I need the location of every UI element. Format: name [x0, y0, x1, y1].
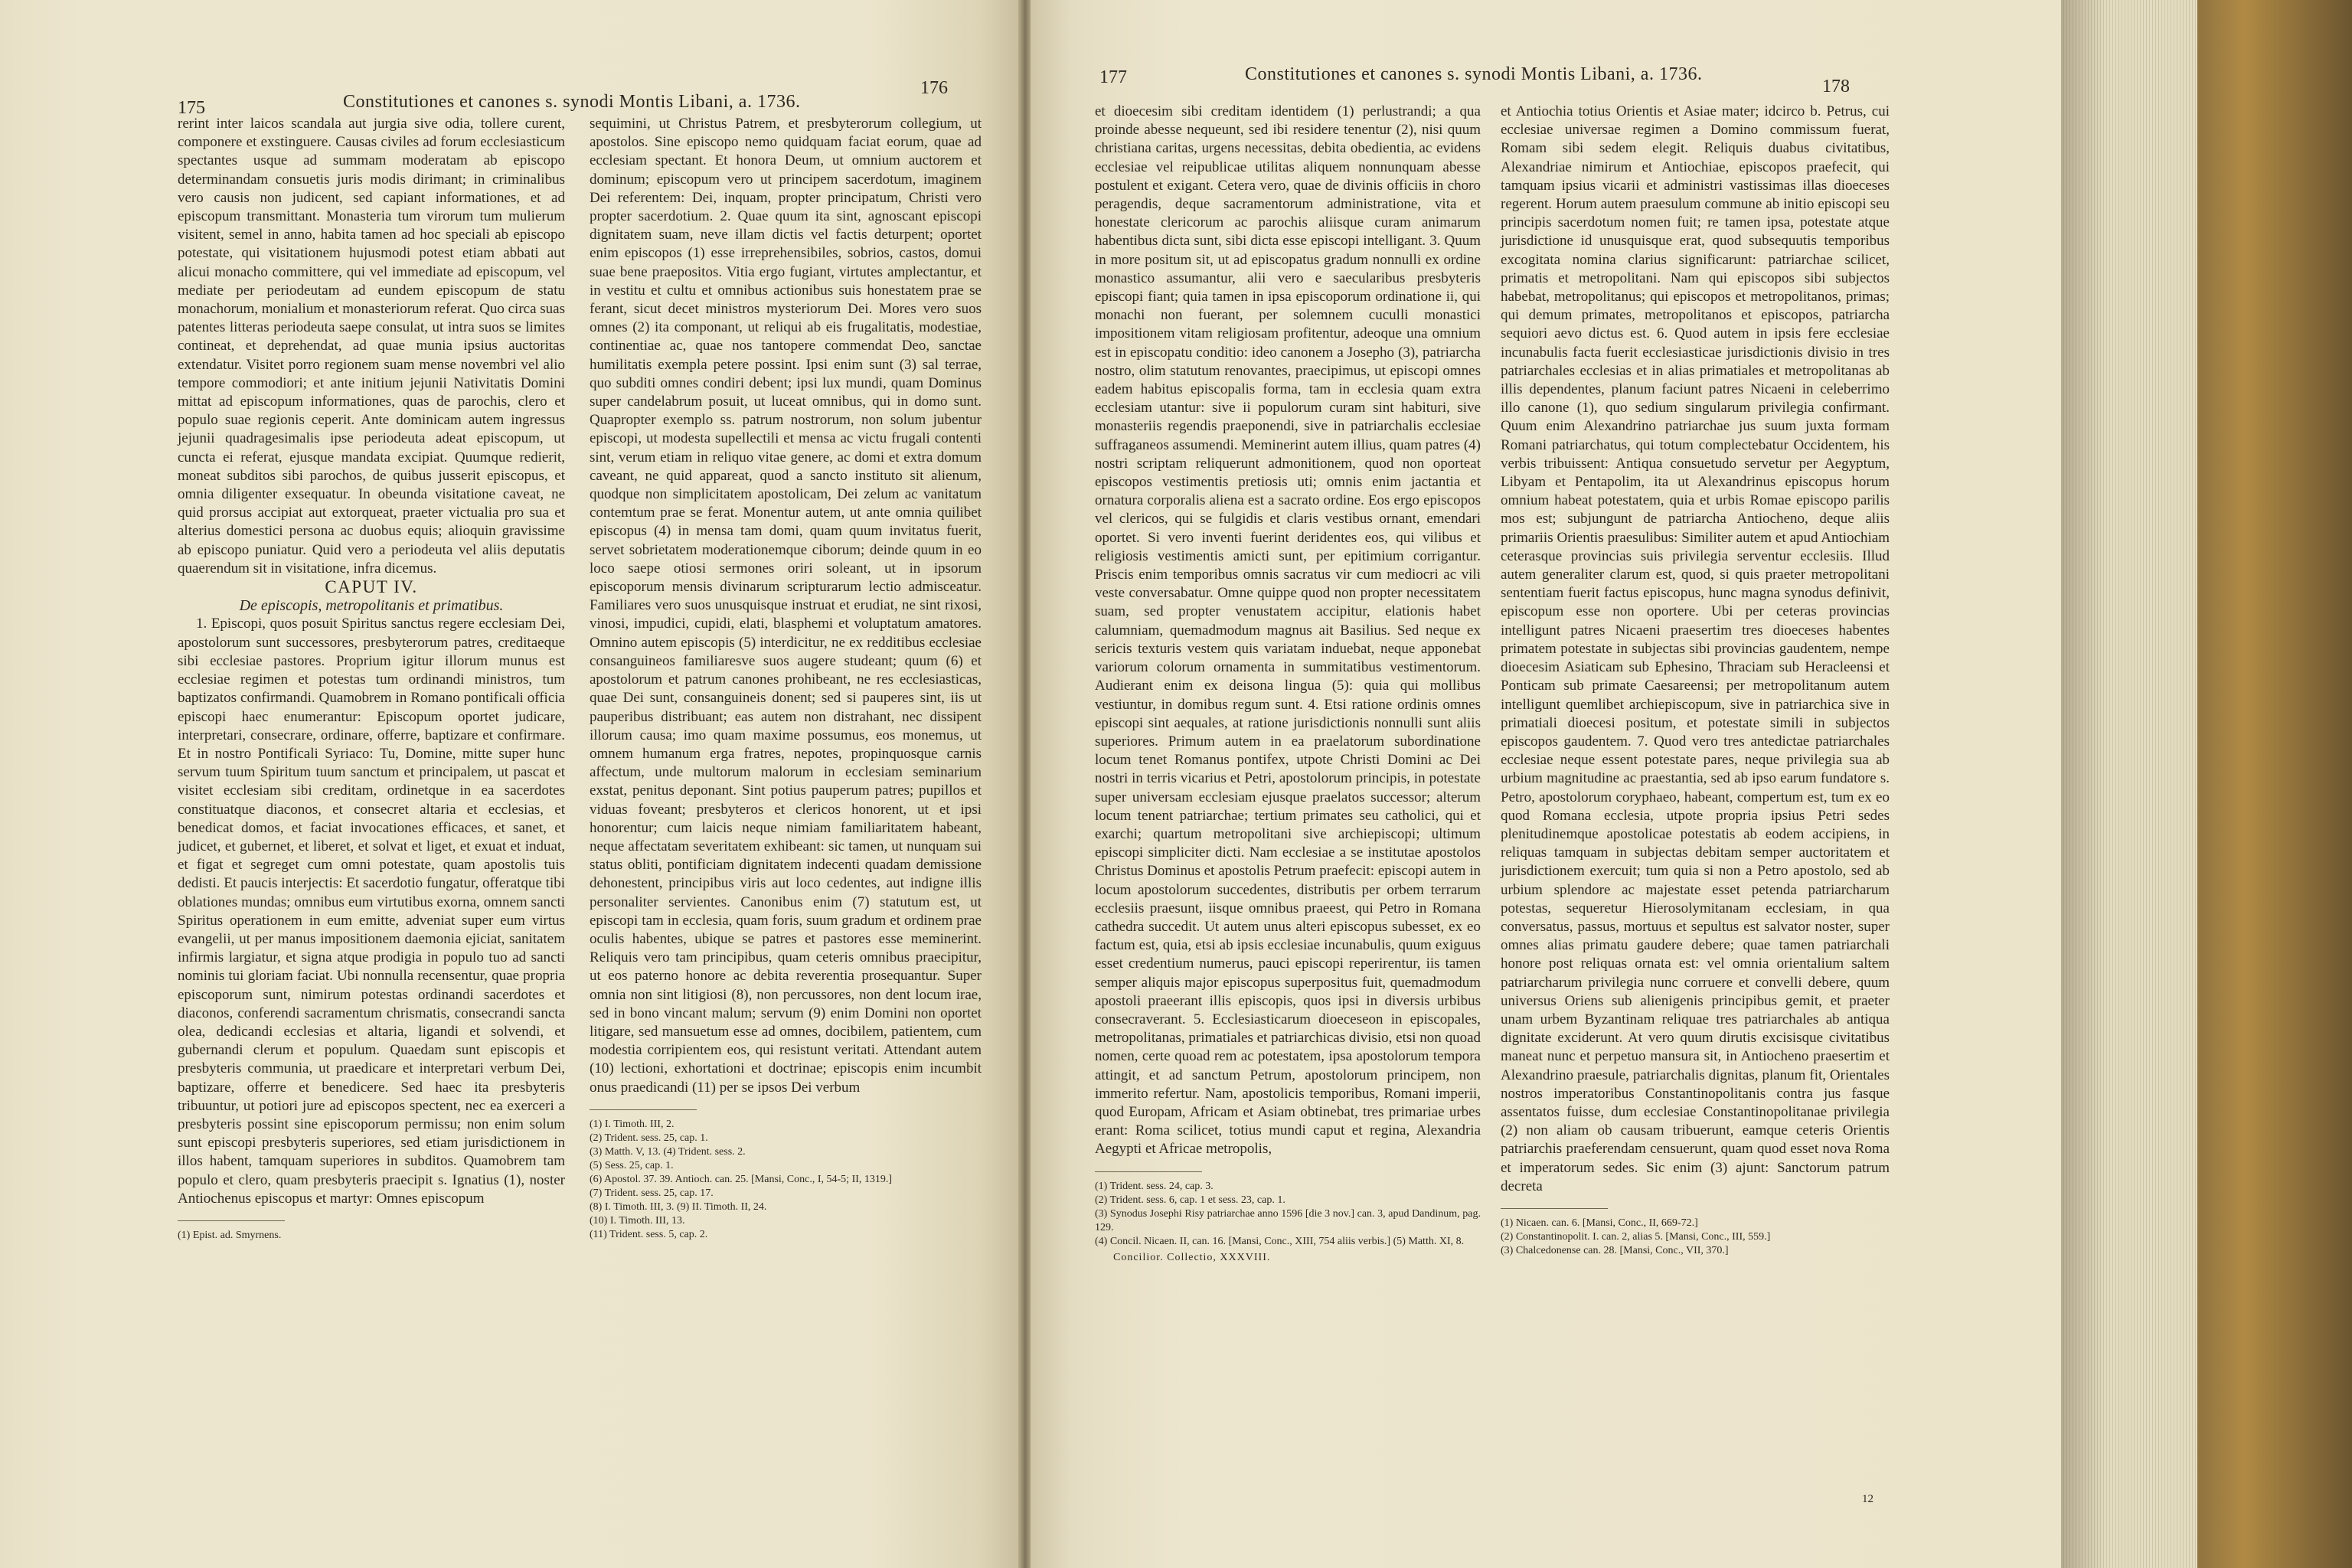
- footnote-rule: [1095, 1171, 1202, 1172]
- footnote: (6) Apostol. 37. 39. Antioch. can. 25. [Mansi, Conc., I, 54-5; II, 1319.]: [590, 1173, 893, 1185]
- column-2: [590, 115, 982, 1242]
- footnote: (3) Synodus Josephi Risy patriarchae anno 1596 [die 3 nov.] can. 3, apud Dandinum, pag. 129.: [1095, 1207, 1481, 1233]
- footnote: (2) Trident. sess. 25, cap. 1.: [590, 1132, 708, 1144]
- footnote: (1) Trident. sess. 24, cap. 3.: [1095, 1180, 1214, 1192]
- footnote-rule: [590, 1109, 697, 1110]
- col1-top-paragraph: rerint inter laicos scandala aut jurgia sive odia, tollere curent, componere et exstinguere. Causas civiles ad forum ecclesiasticum spectantes usque ad summam moderatam ab episcopo determinandam consuetis juris modis dirimant; in criminalibus vero causis non judicent, sed capiant informationes, et ad episcopum transmittant. Monasteria tum virorum tum mulierum visitent, semel in anno, habita tamen ad hoc speciali ab episcopo potestate, qui visitationem hujusmodi potest etiam abbati aut alicui monacho committere, qui vel immediate ad episcopum, vel mediate per periodeutam ad eundem episcopum de statu monachorum, monialium et monasteriorum referat. Quo circa suas patentes litteras periodeuta saepe consulat, ut intra suos se limites contineat, et deprehendat, ad quae munia ipsius auctoritas extendatur. Visitet porro regionem suam mense novembri vel alio tempore commodiori; et ante initium jejunii Nativitatis Domini mittat ad episcopum informationes, quas de parochis, clero et populo suae regionis ceperit. Ante dominicam autem ingressus jejunii quadragesimalis ipse periodeuta adeat episcopum, ut cuncta ei referat, ejusque mandata excipiat. Quumque redierit, moneat subditos sibi parochos, de quibus jusserit episcopus, et omnia diligenter exsequatur. In obeunda visitatione caveat, ne quid prorsus accipiat aut extorqueat, praeter victualia pro sua et alterius domestici persona ac duobus equis; alioquin gravissime ab episcopo puniatur. Quid vero a periodeuta vel aliis deputatis quaerendum sit in visitatione, infra dicemus.: [178, 116, 565, 577]
- col2-paragraph: sequimini, ut Christus Patrem, et presbyterorum collegium, ut apostolos. Sine episcopo nemo quidquam faciat eorum, quae ad ecclesiam spectant. Et honora Deum, ut omnium auctorem et dominum; episcopum vero ut principem sacerdotum, imaginem Dei referentem: Dei, inquam, propter principatum, Christi vero propter sacerdotium. 2. Quae quum ita sint, agnoscant episcopi dignitatem suam, neve illam dictis vel factis deturpent; oportet enim episcopos (1) esse irreprehensibiles, sobrios, castos, domui suae bene praepositos. Vitia ergo fugiant, virtutes amplectantur, et in vestitu et cultu et omnibus actionibus suis honestatem prae se ferant, sicut decet ministros mysteriorum Dei. Mores vero suos omnes (2) ita componant, ut reliqui ab eis frugalitatis, modestiae, continentiae ac, quae nos tantopere commendat Deo, sanctae humilitatis exempla petere possint. Ipsi enim sunt (3) sal terrae, quo subditi omnes condiri debent; ipsi lux mundi, quam Dominus super candelabrum posuit, ut luceat omnibus, qui in domo sunt. Quapropter exemplo ss. patrum nostrorum, non solum jubentur episcopi, ut modesta supellectili et mensa ac victu frugali contenti sint, verum etiam in reliquo vitae genere, ac domi et extra domum caveant, ne quid appareat, quod a sancto instituto sit alienum, quodque non simplicitatem apostolicam, Dei zelum ac vanitatum contemtum prae se ferat. Monentur autem, ut ante omnia quilibet episcopus (4) in mensa tam domi, quam quum invitatus fuerit, servet sobrietatem moderationemque ciborum; deinde quum in eo loco saepe otiosi sermones oriri soleant, ut in ipsorum episcoporum mensis divinarum scripturarum lectio admisceatur. Familiares vero suos unusquisque instruat et erudiat, ne sint rixosi, vinosi, impudici, cupidi, elati, blasphemi et voluptatum amatores. Omnino autem episcopis (5) interdicitur, ne ex redditibus ecclesiae consanguineos familiaresve suos augere studeant; quum (6) et apostolorum et patrum canones prohibeant, ne res ecclesiasticas, quae Dei sunt, consanguineis donent; sed si pauperes sint, iis ut pauperibus distribuant; eas autem non distrahant, nec dissipent illorum causa; imo quam maxime possumus, eos monemus, ut omnem humanum erga fratres, nepotes, propinquosque carnis affectum, unde multorum malorum in ecclesiam seminarium exstat, penitus deponant. Sint potius pauperum patres; pupillos et viduas foveant; presbyteros et clericos honorent, ut et ipsi honorentur; cum laicis neque nimiam familiaritatem habeant, neque affectatam severitatem exhibeant: sic tamen, ut nunquam sui status obliti, pontificiam dignitatem indecenti quadam demissione dehonestent, principibus viris aut loco cedentes, aut indigne illis personaliter servientes. Canonibus enim (7) statutum est, ut episcopi tam in ecclesia, quam foris, suum gradum et ordinem prae oculis habentes, ubique se patres et pastores esse meminerint. Reliquis vero tam principibus, quam ceteris omnibus praecipitur, ut eos paterno honore ac debita reverentia prosequantur. Super omnia non sint litigiosi (8), non percussores, non dent locum irae, sed in bono vincant malum; servum (9) enim Domini non oportet litigare, sed mansuetum esse ad omnes, docibilem, patientem, cum modestia corripientem eos, qui resistunt veritati. Attendant autem (10) lectioni, exhortationi et doctrinae; episcopis enim incumbit onus praedicandi (11) per se ipsos Dei verbum: [590, 116, 982, 1096]
- page-number-176: 176: [920, 78, 948, 98]
- column-3: [1095, 103, 1481, 1267]
- col4-paragraph: et Antiochia totius Orientis et Asiae mater; idcirco b. Petrus, cui ecclesiae universae regimen a Domino commissum fuerat, Romam sibi sedem elegit. Reliquis duabus civitatibus, Alexandriae nimirum et Antiochiae, episcopos praefecit, qui tamquam ipsius vicarii et administri vastissimas illas dioeceses regerent. Horum autem praesulum commune ab initio episcopi seu principis sacerdotum nomen fuit; re tamen ipsa, potestate atque jurisdictione id unusquisque erat, quod subsequutis temporibus excogitata nomina clarius significarunt: patriarchae scilicet, primatis et metropolitani. Nam qui episcopos sibi subjectos habebat, metropolitanus; qui episcopos et metropolitanos, primas; qui demum primates, metropolitanos et episcopos, patriarcha sequiori aevo dictus est. 6. Quod autem in ipsis fere ecclesiae incunabulis facta fuerit ecclesiasticae jurisdictionis divisio in tres patriarchales ecclesias et in alias primatiales et metropolitanas ab illis dependentes, planum faciunt patres Nicaeni in celeberrimo illo canone (1), quo sedium singularum privilegia confirmant. Quum enim Alexandrino patriarchae jus suum juxta formam Romani patriarchatus, qui totum complectebatur Occidentem, his verbis tribuissent: Antiqua consuetudo servetur per Aegyptum, Libyam et Pentapolim, ita ut Alexandrinus episcopus horum omnium habeat potestatem, quia et urbis Romae episcopo parilis mos est; subjungunt de patriarcha Antiocheno, deque aliis primariis Orientis praesulibus: Similiter autem et apud Antiochiam ceterasque provincias suis privilegia serventur ecclesiis. Illud autem generaliter clarum est, quod, si quis praeter metropolitani sententiam fuerit factus episcopus, hunc magna synodus definivit, episcopum esse non oportere. Ubi per ceteras provincias intelligunt patres Nicaeni praesertim tres dioeceses habentes primatem potestate in subjectas sibi provincias gaudentem, nempe dioecesim Asiaticam sub Ephesino, Thraciam sub Heracleensi et Ponticam sub primate Caesareensi; per metropolitanum autem intelligunt quemlibet archiepiscopum, sive in patriarchica sive in primatiali dioecesi positum, et potestate simili in subjectos episcopos gaudentem. 7. Quod vero tres antedictae patriarchales ecclesiae neque essent potestate pares, neque privilegia sua ab urbium magnitudine ac praestantia, sed ab ipso earum fundatore s. Petro, apostolorum coryphaeo, habeant, compertum est, tum ex eo quod Romana ecclesia, utpote propria ipsius Petri sedes plenitudinemque apostolicae potestatis ab eodem accipiens, in reliquas tamquam in subjectas debitam semper auctoritatem et jurisdictionem exercuit; tum quia si non a Petro apostolo, sed ab urbium splendore ac majestate esset petenda patriarcharum potestas, sequeretur Hierosolymitanam ecclesiam, in qua conversatus, passus, mortuus et sepultus est salvator noster, super omnes alias primatu gaudere debere; quae tamen patriarchali honore post reliquas ornata est: vel omnia orientalium saltem patriarcharum privilegia nunc corruere et convelli debere, quum universus Oriens sub alienigenis principibus gemit, et praeter unam urbem Byzantinam reliquae tres patriarchales ab antiqua dignitate exciderunt. At vero quum dirutis excisisque civitatibus maneat nunc et perpetuo mansura sit, in Antiocheno praesertim et Alexandrino praesule, patriarchalis dignitas, planum fit, Orientales nostros imperatoribus Constantinopolitanis contra jus fasque assentatos fuisse, dum ecclesiae Constantinopolitanae privilegia (2) non aliam ob causam tribuerunt, eamque ceteris Orientis patriarchis praeferendam censuerunt, quam quod esset nova Roma et imperatorum sedes. Sic enim (3) ajunt: Sanctorum patrum decreta: [1501, 103, 1890, 1194]
- column-4: [1501, 103, 1890, 1258]
- running-head-left: Constitutiones et canones s. synodi Montis Libani, a. 1736.: [343, 92, 801, 112]
- footnote: (2) Constantinopolit. I. can. 2, alias 5. [Mansi, Conc., III, 559.]: [1501, 1230, 1771, 1243]
- footnote-rule: [178, 1220, 285, 1221]
- footnote: (7) Trident. sess. 25, cap. 17.: [590, 1187, 714, 1199]
- signature-number: 12: [1862, 1493, 1873, 1505]
- footnote: (1) Epist. ad. Smyrnens.: [178, 1229, 282, 1241]
- footnote: (3) Chalcedonense can. 28. [Mansi, Conc., VII, 370.]: [1501, 1244, 1729, 1256]
- page-number-175: 175: [178, 98, 205, 118]
- page-number-177: 177: [1099, 67, 1127, 87]
- col1-bottom-paragraph: 1. Episcopi, quos posuit Spiritus sanctus regere ecclesiam Dei, apostolorum sunt successores, presbyterorum patres, creditaeque sibi ecclesiae pastores. Proprium igitur illorum munus est ecclesiae regimen et potestas tum ordinandi ministros, tum baptizatos confirmandi. Quamobrem in Romano pontificali officia episcopi haec enumerantur: Episcopum oportet judicare, interpretari, consecrare, ordinare, offerre, baptizare et confirmare. Et in nostro Pontificali Syriaco: Tu, Domine, mitte super hunc servum tuum Spiritum tuum sanctum et principalem, ut pascat et visitet ecclesiam sibi creditam, ordinetque in ea sacerdotes constituatque diaconos, et consecret altaria et ecclesias, et benedicat domos, et faciat invocationes efficaces, et sanet, et judicet, et gubernet, et liberet, et solvat et liget, et exuat et induat, et figat et segreget cum omni potestate, quam apostolis tuis dedisti. Et paucis interjectis: Et sacerdotio fungatur, offeratque tibi oblationes mundas; omnibus eum virtutibus exorna, omnem sancti Spiritus operationem in eum emitte, adveniat super eum virtus evangelii, ut per manus impositionem daemonia ejiciat, sanitatem infirmis largiatur, et signa atque prodigia in populo tuo ad sancti nominis tui gloriam faciat. Ubi nonnulla recensentur, quae propria episcoporum sunt, nimirum potestas ordinandi sacerdotes et diaconos, conferendi sacramentum chrismatis, consecrandi sancta olea, dedicandi ecclesias et altaria, ligandi et solvendi, et gubernandi clerum et populum. Quaedam sunt episcopis et presbyteris communia, ut praedicare et interpretari verbum Dei, baptizare, offerre et benedicere. Sed haec ita presbyteris tribuuntur, ut potiori jure ad episcopos spectent, nec ea exerceri a presbyteris possint sine episcoporum permissu; non enim solum sunt episcopi presbyteris superiores, sed etiam jurisdictionem in illos habent, tamquam superiores in subditos. Quamobrem tam populo et clero, quam presbyteris praecipit s. Ignatius (1), noster Antiochenus episcopus et martyr: Omnes episcopum: [178, 616, 565, 1207]
- footnote: (5) Sess. 25, cap. 1.: [590, 1159, 674, 1171]
- footnote: (2) Trident. sess. 6, cap. 1 et sess. 23, cap. 1.: [1095, 1194, 1285, 1206]
- page-number-178: 178: [1822, 77, 1850, 96]
- footnote-rule: [1501, 1208, 1608, 1209]
- footnote: (4) Concil. Nicaen. II, can. 16. [Mansi, Conc., XIII, 754 aliis verbis.] (5) Matth. XI, 8.: [1095, 1235, 1465, 1247]
- running-head-right: Constitutiones et canones s. synodi Montis Libani, a. 1736.: [1245, 64, 1703, 84]
- footnote: (3) Matth. V, 13. (4) Trident. sess. 2.: [590, 1145, 746, 1158]
- footnote: (1) I. Timoth. III, 2.: [590, 1118, 675, 1130]
- signature-line: Concilior. Collectio, XXXVIII.: [1113, 1251, 1271, 1263]
- column-1: [178, 115, 565, 1243]
- left-page: [0, 0, 1020, 1568]
- book-cover-edge: [2197, 0, 2352, 1568]
- right-page: [1031, 0, 2061, 1568]
- footnote: (1) Nicaen. can. 6. [Mansi, Conc., II, 669-72.]: [1501, 1217, 1698, 1229]
- footnote: (10) I. Timoth. III, 13.: [590, 1214, 685, 1227]
- chapter-subtitle: De episcopis, metropolitanis et primatibus.: [239, 597, 504, 615]
- col3-paragraph: et dioecesim sibi creditam identidem (1) perlustrandi; a qua proinde abesse nequeunt, sed ibi residere tenentur (2), nisi quum christiana caritas, urgens necessitas, debita obedientia, ac evidens ecclesiae vel reipublicae utilitas aliquem nonnunquam abesse postulent et exigant. Cetera vero, quae de divinis officiis in choro peragendis, deque sacramentorum administratione, vita et honestate clericorum ac parochis aliisque curam animarum habentibus dicta sunt, sibi dicta esse episcopi intelligant. 3. Quum in more positum sit, ut ad episcopatus gradum nonnulli ex ordine monastico assumantur, alii vero e saecularibus presbyteris episcopi fiant; quia tamen in ipsa episcoporum ordinatione ii, qui monachi non fuerant, per solemnem cuculli monastici impositionem vitam religiosam profitentur, adeoque una omnium est in episcopatu conditio: ideo canonem a Josepho (3), patriarcha nostro, olim statutum renovantes, praecipimus, ut episcopi omnes eadem habitus episcopalis forma, tam in ecclesia quam extra ecclesiam utantur: sive ii populorum curam sint habituri, sive monasteriis regendis praeponendi, sive in patriarchalis ecclesiae suffraganeos assumendi. Meminerint autem illius, quam patres (4) nostri scriptam reliquerunt admonitionem, quod non oporteat episcopos vestimentis pretiosis uti; omnis enim jactantia et ornatura corporalis aliena est a sacrato ordine. Eos ergo episcopos vel clericos, qui se fulgidis et claris vestibus ornant, emendari oportet. Si vero inventi fuerint deridentes eos, qui vilibus et religiosis vestimentis amicti sunt, per epitimium corrigantur. Priscis enim temporibus omnis sacratus vir cum mediocri ac vili veste conversabatur. Omne quippe quod non propter necessitatem suam, sed propter venustatem accipitur, elationis habet calumniam, quemadmodum magnus ait Basilius. Sed neque ex sericis texturis vestem quis variatam induebat, neque apponebat variorum colorum ornamenta in summitatibus vestimentorum. Audierant enim ex deisona lingua (5): quia qui mollibus vestiuntur, in domibus regum sunt. 4. Etsi ratione ordinis omnes episcopi sint aequales, at ratione jurisdictionis nonnulli sunt aliis superiores. Primum autem in ea praelatorum subordinatione locum tenet Romanus pontifex, utpote Christi Domini ac Dei nostri in terris vicarius et Petri, apostolorum principis, in potestate super universam ecclesiam ejusque praelatos successor; alterum locum tenent patriarchae; tertium primates seu catholici, qui et exarchi; quartum metropolitani sive archiepiscopi; ultimum episcopi simpliciter dicti. Nam ecclesiae a se institutae apostolos Christus Dominus et apostolis Petrum praefecit: episcopi autem in locum apostolorum succedentes, distributis per orbem terrarum ecclesiis praesunt, iisque omnibus praeest, qui Petro in Romana cathedra succedit. Ut autem unus alteri episcopus subesset, ex eo factum est, quia, etsi ab ipsis ecclesiae incunabulis, quum exiguus esset credentium numerus, pauci episcopi reperirentur, iis tamen semper aliquis major episcopus superpositus fuit, quemadmodum apostoli praeerant illis episcopis, quos ipsi in diversis urbibus consecraverant. 5. Ecclesiasticarum dioeceseon in episcopales, metropolitanas, primatiales et patriarchicas divisio, etsi non quoad nomen, certe quoad rem ac potestatem, ipsa apostolorum tempora attingit, et ad sanctum Petrum, apostolorum principem, non immerito refertur. Nam, apostolicis temporibus, Romani imperii, quod Europam, Africam et Asiam obtinebat, tres primariae urbes erant: Roma scilicet, totius mundi caput et regina, Alexandria Aegypti et Africae metropolis,: [1095, 103, 1481, 1158]
- page-edge-shadow: [2061, 0, 2107, 1568]
- footnote: (8) I. Timoth. III, 3. (9) II. Timoth. II, 24.: [590, 1200, 767, 1213]
- footnote: (11) Trident. sess. 5, cap. 2.: [590, 1228, 708, 1240]
- chapter-title: CAPUT IV.: [325, 577, 418, 597]
